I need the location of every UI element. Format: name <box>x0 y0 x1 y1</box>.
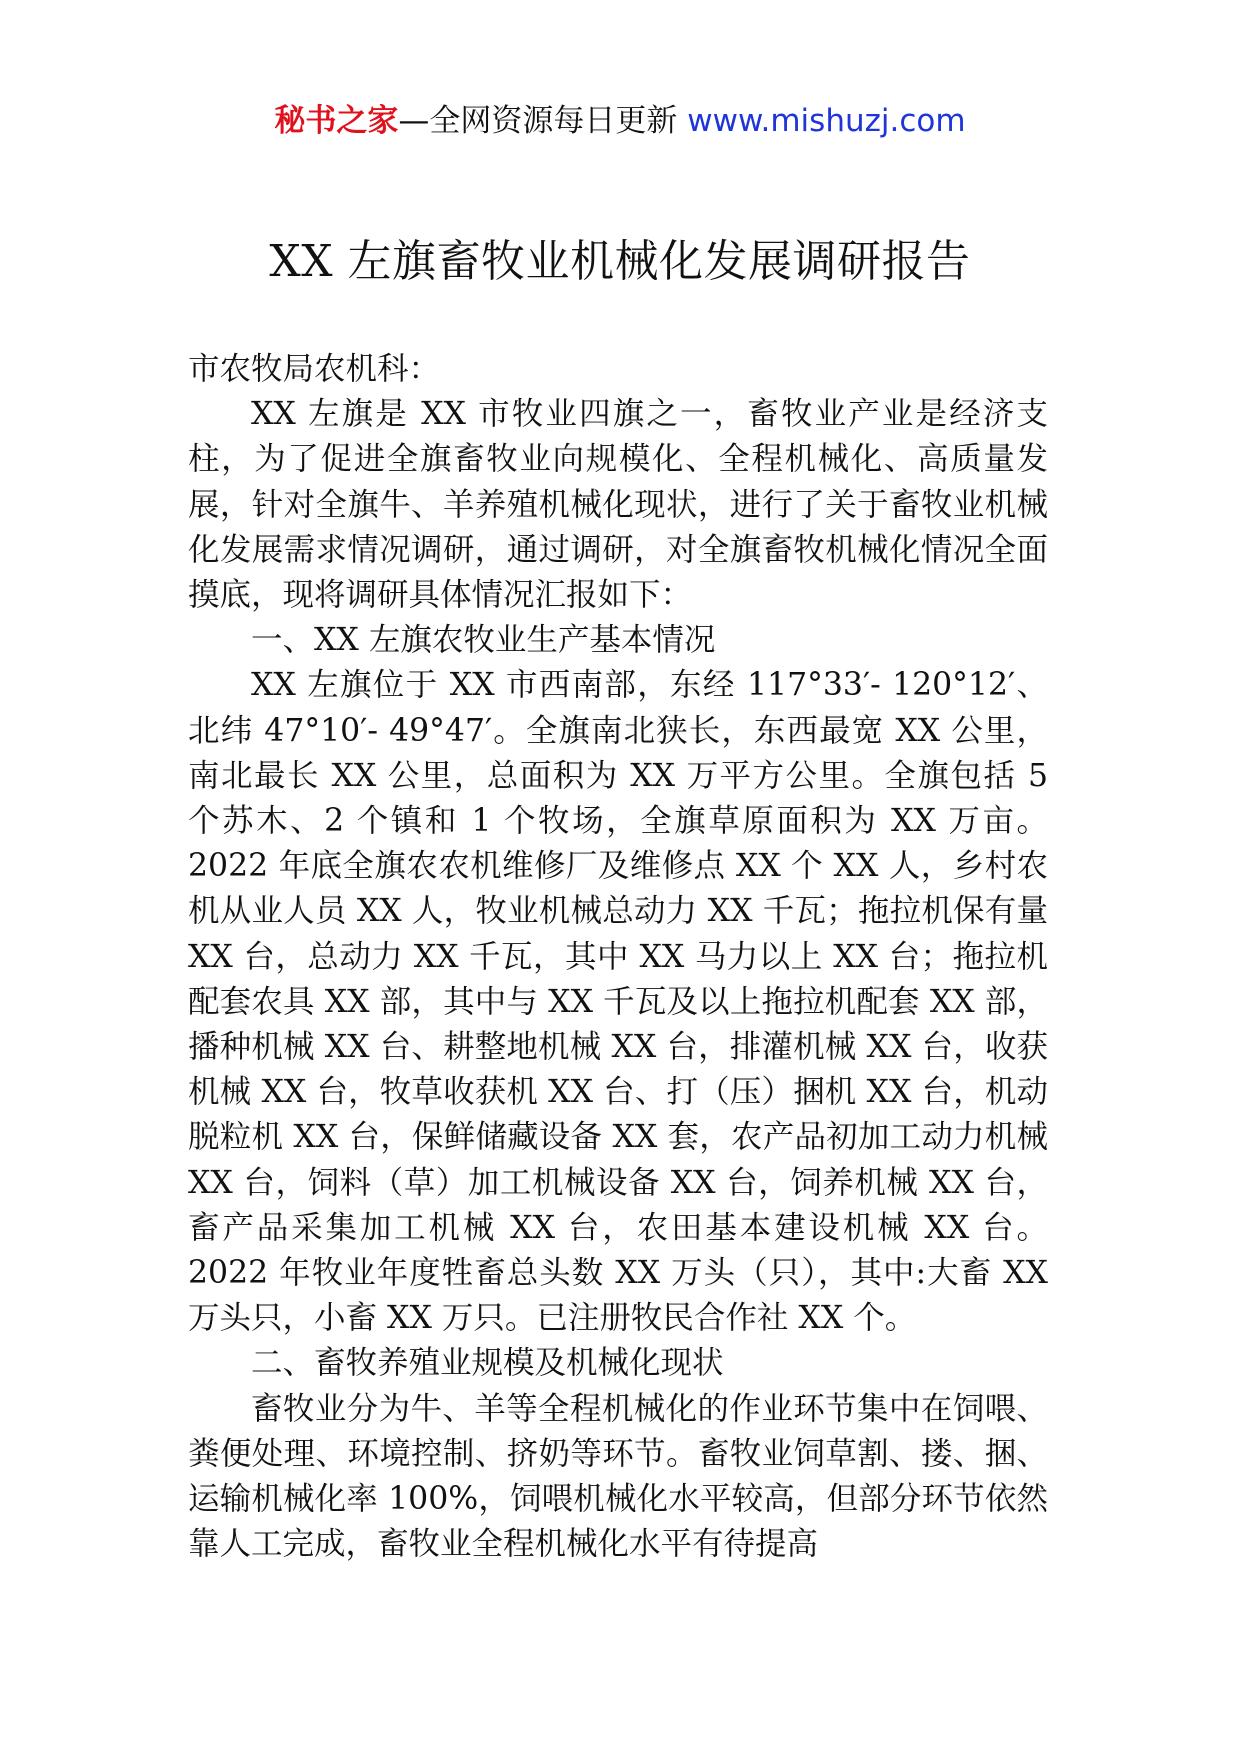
site-url-link[interactable]: www.mishuzj.com <box>687 103 966 139</box>
site-tagline: —全网资源每日更新 <box>398 103 688 139</box>
paragraph-intro: XX 左旗是 XX 市牧业四旗之一，畜牧业产业是经济支柱，为了促进全旗畜牧业向规模化、全程机械化、高质量发展，针对全旗牛、羊养殖机械化现状，进行了关于畜牧业机械化发展需求情况调研，通过调研，对全旗畜牧机械化情况全面摸底，现将调研具体情况汇报如下： <box>188 396 1048 614</box>
section-heading-2: 二、畜牧养殖业规模及机械化现状 <box>251 1345 724 1382</box>
document-body <box>188 347 1048 1567</box>
document-title: XX 左旗畜牧业机械化发展调研报告 <box>269 236 971 287</box>
paragraph-mechanization-status: 畜牧业分为牛、羊等全程机械化的作业环节集中在饲喂、粪便处理、环境控制、挤奶等环节。畜牧业饲草割、搂、捆、运输机械化率 100%，饲喂机械化水平较高，但部分环节依然靠人工完成，畜牧业全程机械化水平有待提高 <box>188 1390 1048 1563</box>
site-header <box>0 98 1240 144</box>
salutation: 市农牧局农机科： <box>188 351 441 387</box>
paragraph-basic-info: XX 左旗位于 XX 市西南部，东经 117°33′- 120°12′、北纬 47°10′- 49°47′。全旗南北狭长，东西最宽 XX 公里，南北最长 XX 公里，总面积为 XX 万平方公里。全旗包括 5 个苏木、2 个镇和 1 个牧场，全旗草原面积为 XX 万亩。2022 年底全旗农农机维修厂及维修点 XX 个 XX 人，乡村农机从业人员 XX 人，牧业机械总动力 XX 千瓦；拖拉机保有量 XX 台，总动力 XX 千瓦，其中 XX 马力以上 XX 台；拖拉机配套农具 XX 部，其中与 XX 千瓦及以上拖拉机配套 XX 部，播种机械 XX 台、耕整地机械 XX 台，排灌机械 XX 台，收获机械 XX 台，牧草收获机 XX 台、打（压）捆机 XX 台，机动脱粒机 XX 台，保鲜储藏设备 XX 套，农产品初加工动力机械 XX 台，饲料（草）加工机械设备 XX 台，饲养机械 XX 台，畜产品采集加工机械 XX 台，农田基本建设机械 XX 台。2022 年牧业年度牲畜总头数 XX 万头（只），其中:大畜 XX 万头只，小畜 XX 万只。已注册牧民合作社 XX 个。 <box>188 667 1048 1337</box>
section-heading-1: 一、XX 左旗农牧业生产基本情况 <box>251 622 716 659</box>
site-brand: 秘书之家 <box>274 103 399 139</box>
